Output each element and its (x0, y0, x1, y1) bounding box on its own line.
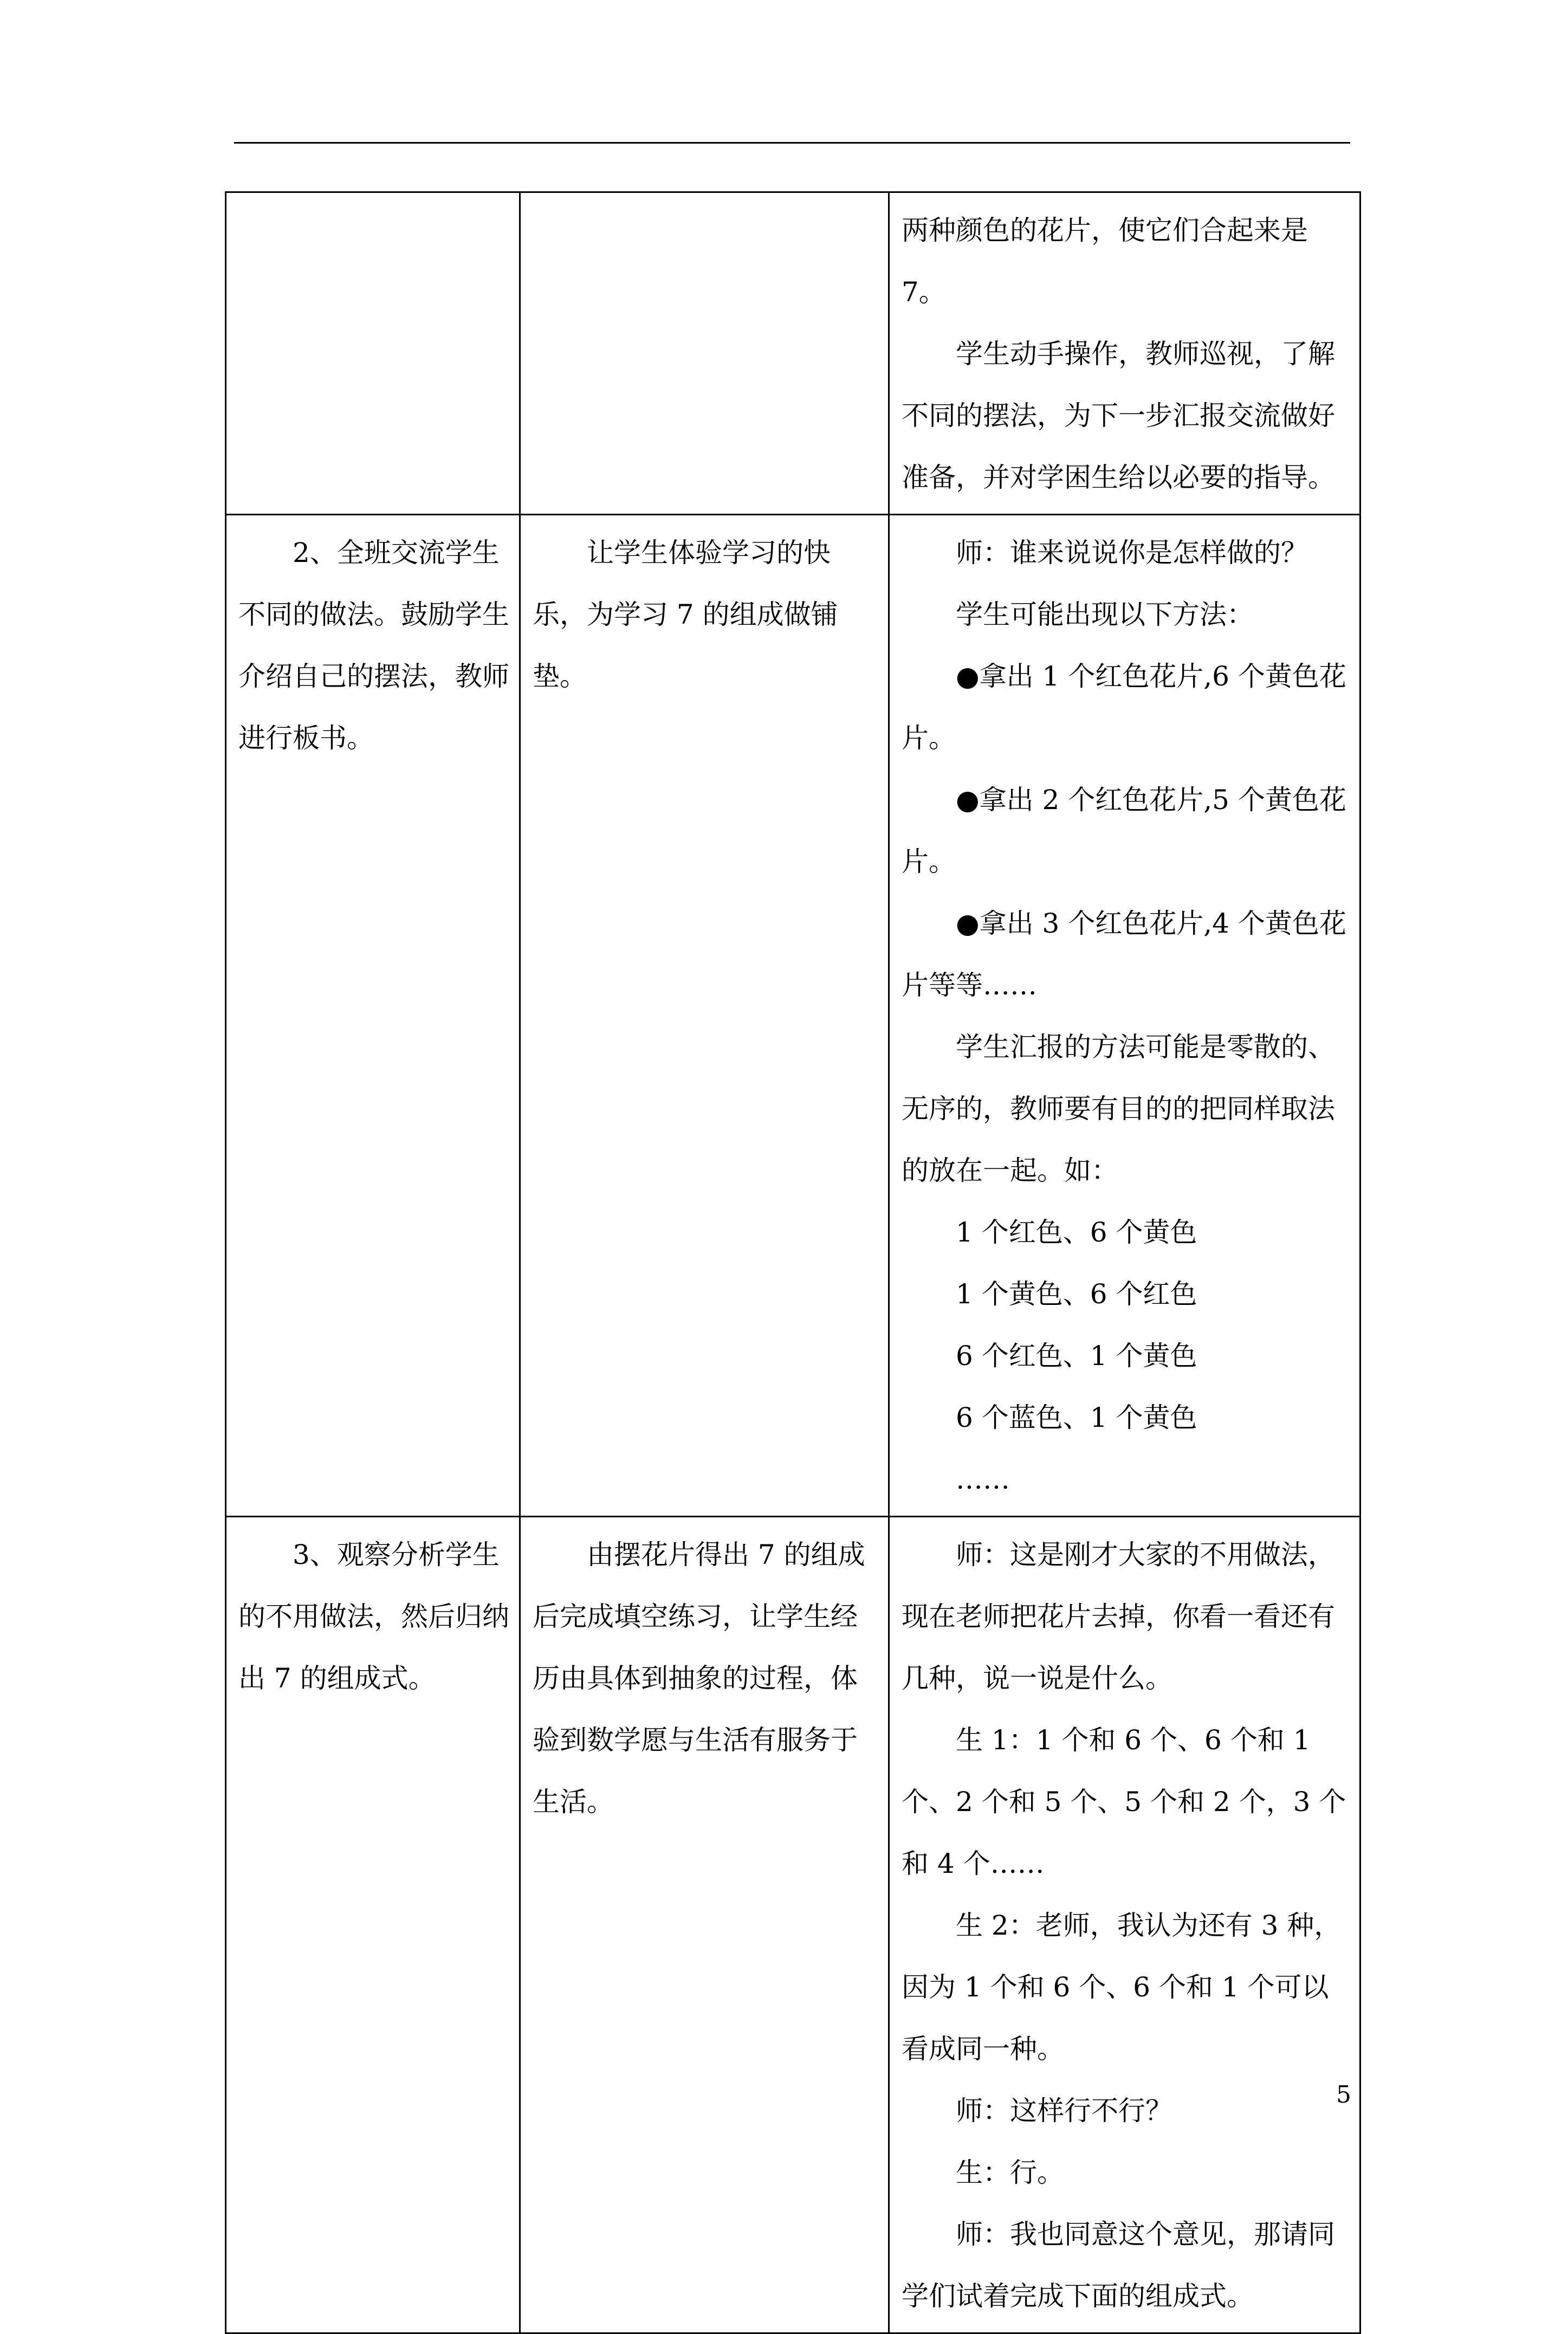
cell-paragraph: 6 个红色、1 个黄色 (956, 1340, 1197, 1372)
activity-cell (889, 1517, 1360, 2333)
intent-cell (520, 192, 889, 515)
cell-paragraph: ●拿出 2 个红色花片,5 个黄色花片。 (902, 784, 1346, 877)
cell-paragraph: 学生可能出现以下方法： (956, 599, 1254, 630)
page-number: 5 (1336, 2081, 1351, 2109)
cell-paragraph: ●拿出 3 个红色花片,4 个黄色花片等等…… (902, 908, 1346, 1001)
table-row (226, 192, 1360, 515)
cell-paragraph: ●拿出 1 个红色花片,6 个黄色花片。 (902, 661, 1346, 754)
lesson-plan-table (225, 191, 1361, 2334)
cell-paragraph: 由摆花片得出 7 的组成后完成填空练习，让学生经历由具体到抽象的过程，体验到数学愿与生活有服务于生活。 (533, 1539, 865, 1818)
goal-cell (226, 515, 520, 1517)
activity-cell (889, 192, 1360, 515)
cell-paragraph: 生 2：老师，我认为还有 3 种，因为 1 个和 6 个、6 个和 1 个可以看成同一种。 (902, 1910, 1342, 2065)
cell-paragraph: 师：这是刚才大家的不用做法，现在老师把花片去掉，你看一看还有几种，说一说是什么。 (902, 1539, 1335, 1694)
header-rule (234, 142, 1350, 144)
goal-cell (226, 1517, 520, 2333)
cell-paragraph: 学生动手操作，教师巡视，了解不同的摆法，为下一步汇报交流做好准备，并对学困生给以必要的指导。 (902, 338, 1335, 493)
cell-paragraph: 师：我也同意这个意见，那请同学们试着完成下面的组成式。 (902, 2219, 1335, 2312)
table-row (226, 515, 1360, 1517)
intent-cell (520, 515, 889, 1517)
activity-cell (889, 515, 1360, 1517)
cell-paragraph: 1 个黄色、6 个红色 (956, 1278, 1197, 1310)
cell-paragraph: 生 1：1 个和 6 个、6 个和 1 个、2 个和 5 个、5 个和 2 个，3 个和 4 个…… (902, 1724, 1346, 1879)
intent-cell (520, 1517, 889, 2333)
cell-paragraph: 师：谁来说说你是怎样做的？ (956, 537, 1308, 568)
cell-paragraph: 3、观察分析学生的不用做法，然后归纳出 7 的组成式。 (238, 1539, 509, 1694)
cell-paragraph: 学生汇报的方法可能是零散的、无序的，教师要有目的的把同样取法的放在一起。如： (902, 1031, 1335, 1186)
cell-paragraph: 让学生体验学习的快乐，为学习 7 的组成做铺垫。 (533, 537, 838, 692)
cell-paragraph: 师：这样行不行？ (956, 2095, 1172, 2126)
cell-paragraph: …… (956, 1464, 1010, 1495)
cell-paragraph: 生：行。 (956, 2157, 1064, 2188)
goal-cell (226, 192, 520, 515)
cell-paragraph: 2、全班交流学生不同的做法。鼓励学生介绍自己的摆法，教师进行板书。 (238, 537, 509, 754)
cell-paragraph: 6 个蓝色、1 个黄色 (956, 1402, 1197, 1433)
cell-paragraph: 两种颜色的花片，使它们合起来是 7。 (902, 215, 1308, 308)
cell-paragraph: 1 个红色、6 个黄色 (956, 1217, 1197, 1248)
table-row (226, 1517, 1360, 2333)
